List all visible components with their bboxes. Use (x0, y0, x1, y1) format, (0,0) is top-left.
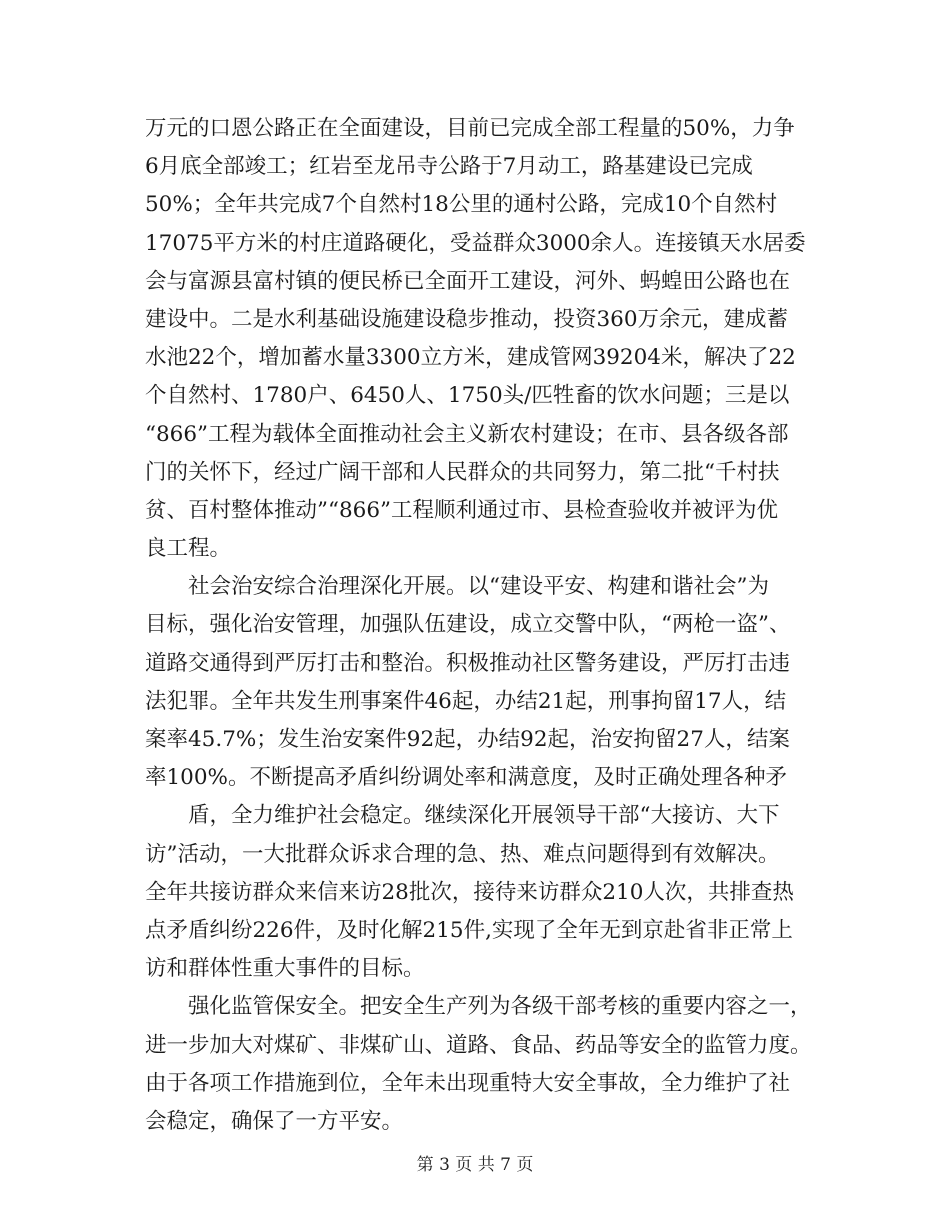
paragraph-start-line: 强化监管保安全。把安全生产列为各级干部考核的重要内容之一， (188, 994, 812, 1020)
text-line: 良工程。 (145, 536, 232, 562)
text-line: 会与富源县富村镇的便民桥已全面开工建设，河外、蚂蝗田公路也在 (145, 268, 791, 294)
text-line: 道路交通得到严厉打击和整治。积极推动社区警务建设，严厉打击违 (145, 650, 791, 676)
paragraph-start-line: 盾，全力维护社会稳定。继续深化开展领导干部“大接访、大下 (188, 803, 780, 829)
text-line: 贫、百村整体推动”“866”工程顺利通过市、县检查验收并被评为优 (145, 497, 779, 523)
text-line: 进一步加大对煤矿、非煤矿山、道路、食品、药品等安全的监管力度。 (145, 1032, 812, 1058)
text-line: 目标，强化治安管理，加强队伍建设，成立交警中队，“两枪一盗”、 (145, 612, 791, 638)
text-line: 17075平方米的村庄道路硬化，受益群众3000余人。连接镇天水居委 (145, 230, 806, 256)
text-line: 建设中。二是水利基础设施建设稳步推动，投资360万余元，建成蓄 (145, 306, 789, 332)
paragraph-start-line: 社会治安综合治理深化开展。以“建设平安、构建和谐社会”为 (188, 574, 769, 600)
text-line: 个自然村、1780户、6450人、1750头/匹牲畜的饮水问题；三是以 (145, 383, 790, 409)
page-number-footer: 第 3 页 共 7 页 (416, 1155, 534, 1175)
text-line: 法犯罪。全年共发生刑事案件46起，办结21起，刑事拘留17人，结 (145, 688, 787, 714)
text-line: 全年共接访群众来信来访28批次，接待来访群众210人次，共排查热 (145, 879, 794, 905)
text-line: 6月底全部竣工；红岩至龙吊寺公路于7月动工，路基建设已完成 (145, 154, 753, 180)
text-line: 访”活动，一大批群众诉求合理的急、热、难点问题得到有效解决。 (145, 841, 780, 867)
text-line: 由于各项工作措施到位，全年未出现重特大安全事故，全力维护了社 (145, 1070, 791, 1096)
text-line: 点矛盾纠纷226件，及时化解215件,实现了全年无到京赴省非正常上 (145, 917, 793, 943)
body-text (145, 110, 815, 1141)
text-line: 万元的口恩公路正在全面建设，目前已完成全部工程量的50%，力争 (145, 116, 795, 141)
text-line: 会稳定，确保了一方平安。 (145, 1108, 404, 1134)
text-line: 门的关怀下，经过广阔干部和人民群众的共同努力，第二批“千村扶 (145, 459, 780, 485)
text-line: 率100%。不断提高矛盾纠纷调处率和满意度，及时正确处理各种矛 (145, 765, 787, 791)
text-line: 案率45.7%；发生治安案件92起，办结92起，治安拘留27人，结案 (145, 727, 790, 752)
text-line: 访和群体性重大事件的目标。 (145, 956, 425, 982)
text-line: “866”工程为载体全面推动社会主义新农村建设；在市、县各级各部 (145, 421, 789, 447)
text-line: 水池22个，增加蓄水量3300立方米，建成管网39204米，解决了22 (145, 345, 796, 371)
text-line: 50%；全年共完成7个自然村18公里的通村公路，完成10个自然村 (145, 192, 778, 218)
